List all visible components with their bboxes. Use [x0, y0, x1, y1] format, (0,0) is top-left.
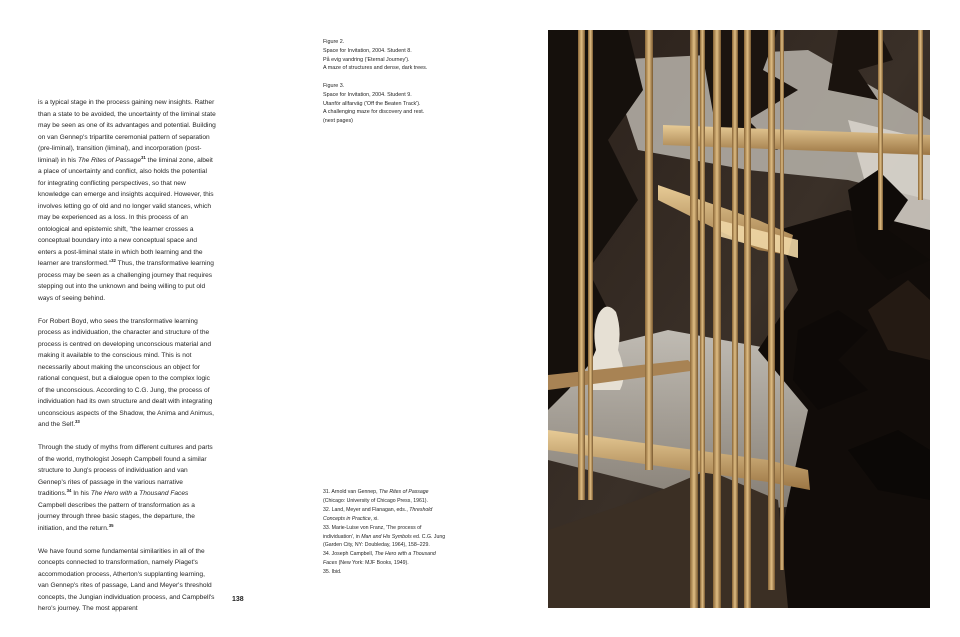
para3-text-b: In his — [71, 490, 91, 497]
wooden-stick — [780, 30, 784, 570]
wooden-stick — [588, 30, 593, 500]
wooden-stick — [732, 30, 738, 608]
wooden-stick — [690, 30, 698, 608]
footnote-34 — [323, 550, 473, 559]
footnote-ref-32[interactable]: 32 — [111, 257, 116, 263]
wooden-stick — [768, 30, 775, 590]
footnote-32 — [323, 506, 473, 515]
footnote-title: Concepts in Practice — [323, 515, 371, 522]
caption-line: Utanför allfarväg ('Off the Beaten Track'). — [323, 100, 421, 107]
footnote-title: The Hero with a Thousand — [374, 551, 436, 558]
wooden-stick — [878, 30, 883, 230]
footnote-title: Threshold — [409, 506, 433, 513]
footnote-ref-31[interactable]: 31 — [141, 154, 146, 160]
paragraph-1 — [38, 97, 216, 304]
caption-line: Space for Invitation, 2004. Student 9. — [323, 91, 412, 98]
para4-text: We have found some fundamental similarities in all of the concepts connected to transformation, namely Piaget's accommodation process, Atherton's supplanting learning, van Gennep's rites of passage, Land and Meyer's threshold concepts, the Jungian individuation process, and Campbell's hero's journey. The most apparent — [38, 547, 215, 612]
footnote-text: 31. Arnold van Gennep, — [323, 489, 379, 495]
para1-text-b: the liminal zone, albeit a place of uncertainty and conflict, also holds the potential for integrating conflicting perspectives, so that new knowledge can emerge and insights acquired. However, this involves letting go of old and no longer valid stances, which may be experienced as a loss. In this process of an ontological and epistemic shift, "the learner crosses a conceptual boundary into a new conceptual space and enters a post-liminal state in which both learning and the learner are transformed." — [38, 156, 214, 267]
wooden-stick — [918, 30, 923, 200]
wooden-stick — [700, 30, 705, 608]
footnote-text: , xi. — [370, 515, 379, 522]
wooden-stick — [645, 30, 653, 470]
footnote-title: Man and His Symbols — [361, 533, 412, 540]
footnote-text: 32. Land, Meyer and Flanagan, eds., — [323, 506, 410, 513]
caption-line: På evig vandring ('Eternal Journey'). — [323, 56, 410, 63]
footnote-33-cont2: (Garden City, NY: Doubleday, 1964), 158–229. — [323, 542, 430, 549]
para1-text-a: is a typical stage in the process gaining new insights. Rather than a state to be avoided, the uncertainty of the liminal state may be seen as one of its advantages and potential. Building on van Gennep's tripartite ceremonial pattern of separation (pre-liminal), transition (liminal), and incorporation (post-liminal) in his — [38, 99, 216, 164]
caption-label: Figure 3. — [323, 82, 345, 89]
caption-line: Space for Invitation, 2004. Student 8. — [323, 47, 412, 54]
footnote-ref-33[interactable]: 33 — [75, 418, 80, 424]
caption-line: A maze of structures and dense, dark trees. — [323, 65, 428, 72]
body-text-column — [38, 97, 216, 626]
caption-figure-2 — [323, 38, 473, 73]
footnote-35: 35. Ibid. — [323, 569, 342, 576]
photo-illustration — [548, 30, 930, 608]
footnote-32-cont — [323, 515, 473, 524]
footnote-31-cont: (Chicago: University of Chicago Press, 1961). — [323, 497, 428, 504]
para1-text-c: Thus, the transformative learning process may be seen as a challenging journey that requires stepping out into the unknown and being willing to put old ways of seeing behind. — [38, 260, 214, 302]
para3-text-a: Through the study of myths from different cultures and parts of the world, mythologist Joseph Campbell found a similar structure to Jung's process of individuation and van Gennep's rites of passage in the various narrative traditions. — [38, 444, 213, 497]
wooden-stick — [744, 30, 751, 608]
caption-figure-3 — [323, 82, 473, 126]
figure-captions — [323, 38, 473, 135]
caption-line: A challenging maze for discovery and rest. — [323, 109, 425, 116]
footnote-text: 34. Joseph Campbell, — [323, 551, 375, 558]
footnote-text: ed. C.G. Jung — [411, 533, 446, 540]
paragraph-4 — [38, 546, 216, 615]
para1-book-title: The Rites of Passage — [77, 156, 141, 164]
footnote-34-cont — [323, 559, 473, 568]
caption-label: Figure 2. — [323, 39, 345, 45]
footnotes — [323, 488, 473, 577]
page-number: 138 — [232, 596, 244, 603]
footnote-ref-34[interactable]: 34 — [66, 487, 72, 493]
para3-text-c: Campbell describes the pattern of transformation as a journey through three basic stages, the departure, the initiation, and the return. — [38, 501, 195, 532]
footnote-title: The Rites of Passage — [378, 489, 429, 495]
figure-photograph — [548, 30, 930, 608]
para2-text: For Robert Boyd, who sees the transformative learning process as individuation, the character and structure of the process is centred on developing unconscious material and making it available to the conscious mind. This is not necessarily about making the unconscious an object for rational conquest, but a dialogue open to the complex logic of the unconscious. According to C.G. Jung, the process of individuation had its own structure and dealt with integrating unconscious aspects of the Shadow, the Anima and Animus, and the Self. — [38, 317, 214, 428]
wooden-stick — [713, 30, 721, 608]
paragraph-2 — [38, 316, 216, 431]
paragraph-3 — [38, 442, 216, 534]
footnote-title: Faces — [323, 560, 338, 567]
para3-book-title: The Hero with a Thousand Faces — [90, 490, 189, 497]
caption-line: (next pages) — [323, 118, 353, 125]
footnote-33: 33. Marie-Luise von Franz, 'The process of — [323, 524, 422, 531]
footnote-31 — [323, 488, 473, 497]
wooden-stick — [578, 30, 585, 500]
footnote-text: individuation', in — [323, 533, 362, 540]
footnote-text: (New York: MJF Books, 1949). — [337, 560, 409, 567]
footnote-ref-35[interactable]: 35 — [108, 522, 114, 528]
footnote-33-cont — [323, 533, 473, 542]
